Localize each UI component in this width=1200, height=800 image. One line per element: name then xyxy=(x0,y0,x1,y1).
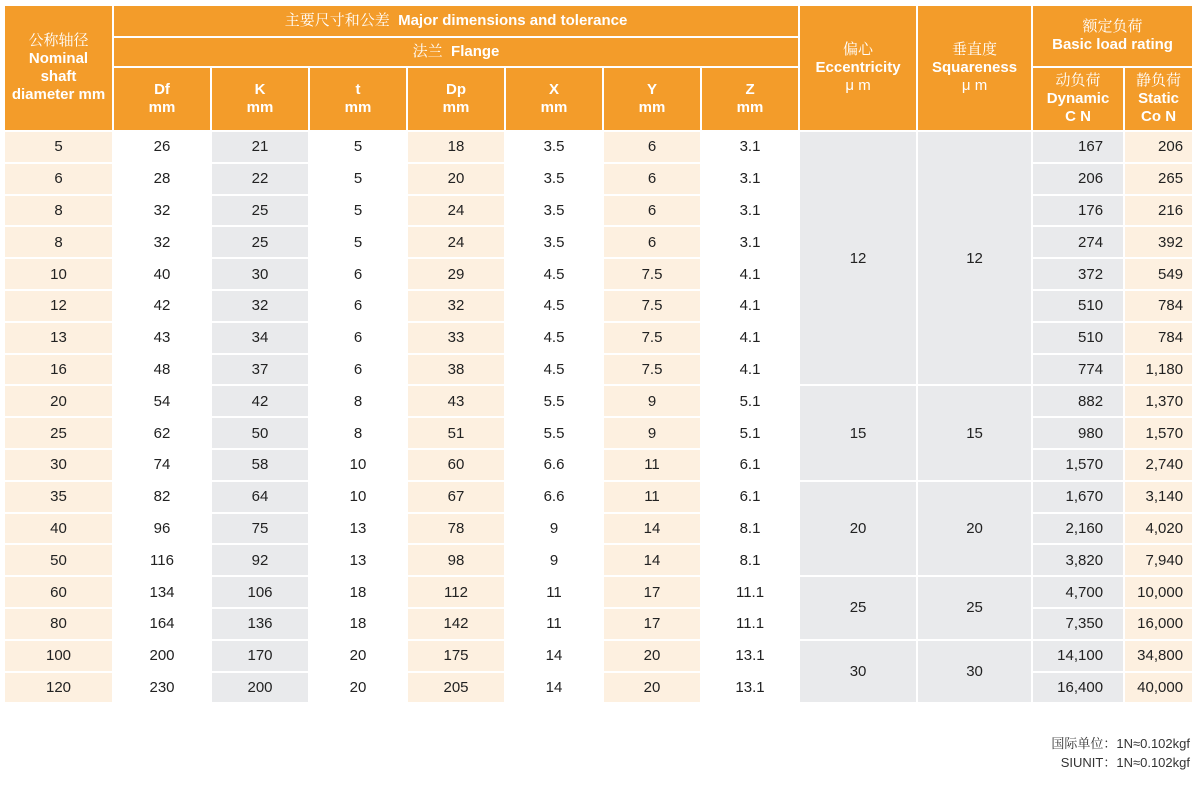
cell-static-load: 784 xyxy=(1125,291,1194,323)
cell-dp: 20 xyxy=(408,164,506,196)
cell-y: 14 xyxy=(604,514,702,546)
cell-nominal-diameter: 5 xyxy=(5,132,114,164)
major-en: Major dimensions and tolerance xyxy=(398,12,628,29)
cell-df: 32 xyxy=(114,196,212,228)
cell-nominal-diameter: 25 xyxy=(5,418,114,450)
cell-t: 8 xyxy=(310,386,408,418)
cell-y: 20 xyxy=(604,641,702,673)
cell-y: 11 xyxy=(604,450,702,482)
cell-static-load: 34,800 xyxy=(1125,641,1194,673)
cell-dynamic-load: 14,100 xyxy=(1033,641,1125,673)
cell-x: 5.5 xyxy=(506,418,604,450)
cell-static-load: 1,370 xyxy=(1125,386,1194,418)
table-row xyxy=(5,577,1194,609)
cell-df: 96 xyxy=(114,514,212,546)
footnote-cn: 国际单位：1N≈0.102kgf xyxy=(1051,736,1190,751)
cell-df: 43 xyxy=(114,323,212,355)
cell-dynamic-load: 7,350 xyxy=(1033,609,1125,641)
cell-static-load: 4,020 xyxy=(1125,514,1194,546)
cell-dp: 60 xyxy=(408,450,506,482)
cell-y: 20 xyxy=(604,673,702,705)
flange-cn: 法兰 xyxy=(412,43,443,60)
cell-dp: 29 xyxy=(408,259,506,291)
load-cn: 额定负荷 xyxy=(1082,18,1143,35)
dim-header-y: Y mm xyxy=(604,68,702,132)
cell-nominal-diameter: 13 xyxy=(5,323,114,355)
cell-z: 8.1 xyxy=(702,514,800,546)
cell-static-load: 7,940 xyxy=(1125,545,1194,577)
cell-x: 6.6 xyxy=(506,482,604,514)
cell-x: 3.5 xyxy=(506,227,604,259)
eccentricity-unit: μ m xyxy=(845,77,871,94)
cell-dynamic-load: 1,570 xyxy=(1033,450,1125,482)
cell-df: 230 xyxy=(114,673,212,705)
cell-t: 20 xyxy=(310,673,408,705)
cell-t: 18 xyxy=(310,609,408,641)
cell-t: 6 xyxy=(310,355,408,387)
nominal-cn: 公称轴径 xyxy=(28,32,89,49)
cell-x: 3.5 xyxy=(506,196,604,228)
dim-header-df: Df mm xyxy=(114,68,212,132)
squareness-header xyxy=(918,6,1033,132)
cell-nominal-diameter: 60 xyxy=(5,577,114,609)
cell-df: 134 xyxy=(114,577,212,609)
cell-df: 74 xyxy=(114,450,212,482)
cell-dp: 24 xyxy=(408,196,506,228)
cell-k: 75 xyxy=(212,514,310,546)
cell-nominal-diameter: 35 xyxy=(5,482,114,514)
cell-t: 6 xyxy=(310,291,408,323)
footnote-en: SIUNIT：1N≈0.102kgf xyxy=(1060,755,1190,770)
dynamic-cn: 动负荷 xyxy=(1055,72,1101,89)
squareness-cn: 垂直度 xyxy=(952,41,998,58)
cell-dp: 18 xyxy=(408,132,506,164)
dim-header-z: Z mm xyxy=(702,68,800,132)
cell-dp: 112 xyxy=(408,577,506,609)
cell-z: 8.1 xyxy=(702,545,800,577)
cell-static-load: 784 xyxy=(1125,323,1194,355)
cell-x: 14 xyxy=(506,641,604,673)
eccentricity-header xyxy=(800,6,918,132)
cell-squareness: 25 xyxy=(918,577,1033,641)
cell-df: 116 xyxy=(114,545,212,577)
cell-k: 136 xyxy=(212,609,310,641)
cell-t: 5 xyxy=(310,227,408,259)
cell-dynamic-load: 206 xyxy=(1033,164,1125,196)
load-rating-header xyxy=(1033,6,1194,68)
cell-df: 62 xyxy=(114,418,212,450)
cell-z: 4.1 xyxy=(702,291,800,323)
eccentricity-en: Eccentricity xyxy=(815,59,901,76)
flange-header xyxy=(114,38,800,68)
cell-z: 3.1 xyxy=(702,227,800,259)
cell-k: 25 xyxy=(212,196,310,228)
cell-y: 7.5 xyxy=(604,355,702,387)
cell-dynamic-load: 176 xyxy=(1033,196,1125,228)
major-dimensions-header xyxy=(114,6,800,38)
cell-nominal-diameter: 10 xyxy=(5,259,114,291)
dim-header-x: X mm xyxy=(506,68,604,132)
cell-y: 9 xyxy=(604,418,702,450)
cell-df: 164 xyxy=(114,609,212,641)
cell-nominal-diameter: 20 xyxy=(5,386,114,418)
dynamic-en: Dynamic xyxy=(1046,90,1110,107)
cell-y: 17 xyxy=(604,609,702,641)
cell-dynamic-load: 882 xyxy=(1033,386,1125,418)
spec-table xyxy=(5,6,1194,704)
cell-dynamic-load: 2,160 xyxy=(1033,514,1125,546)
cell-dynamic-load: 510 xyxy=(1033,291,1125,323)
cell-x: 5.5 xyxy=(506,386,604,418)
cell-df: 82 xyxy=(114,482,212,514)
cell-dp: 33 xyxy=(408,323,506,355)
cell-z: 3.1 xyxy=(702,132,800,164)
cell-k: 37 xyxy=(212,355,310,387)
cell-k: 25 xyxy=(212,227,310,259)
cell-k: 22 xyxy=(212,164,310,196)
cell-static-load: 216 xyxy=(1125,196,1194,228)
cell-eccentricity: 25 xyxy=(800,577,918,641)
cell-x: 4.5 xyxy=(506,291,604,323)
cell-squareness: 15 xyxy=(918,386,1033,481)
cell-static-load: 2,740 xyxy=(1125,450,1194,482)
cell-z: 4.1 xyxy=(702,323,800,355)
cell-t: 13 xyxy=(310,545,408,577)
flange-en: Flange xyxy=(451,43,500,60)
cell-t: 6 xyxy=(310,259,408,291)
cell-eccentricity: 30 xyxy=(800,641,918,705)
cell-nominal-diameter: 8 xyxy=(5,196,114,228)
cell-y: 11 xyxy=(604,482,702,514)
cell-dynamic-load: 980 xyxy=(1033,418,1125,450)
cell-t: 6 xyxy=(310,323,408,355)
cell-static-load: 265 xyxy=(1125,164,1194,196)
cell-dynamic-load: 3,820 xyxy=(1033,545,1125,577)
cell-t: 18 xyxy=(310,577,408,609)
cell-eccentricity: 12 xyxy=(800,132,918,386)
cell-z: 13.1 xyxy=(702,673,800,705)
cell-k: 64 xyxy=(212,482,310,514)
cell-t: 8 xyxy=(310,418,408,450)
cell-dynamic-load: 4,700 xyxy=(1033,577,1125,609)
cell-dp: 32 xyxy=(408,291,506,323)
cell-dp: 67 xyxy=(408,482,506,514)
cell-dp: 51 xyxy=(408,418,506,450)
cell-k: 106 xyxy=(212,577,310,609)
cell-dp: 142 xyxy=(408,609,506,641)
dim-header-t: t mm xyxy=(310,68,408,132)
cell-y: 17 xyxy=(604,577,702,609)
cell-df: 42 xyxy=(114,291,212,323)
cell-z: 11.1 xyxy=(702,577,800,609)
squareness-unit: μ m xyxy=(961,77,988,94)
cell-static-load: 10,000 xyxy=(1125,577,1194,609)
cell-z: 5.1 xyxy=(702,418,800,450)
cell-dp: 205 xyxy=(408,673,506,705)
cell-z: 3.1 xyxy=(702,164,800,196)
cell-nominal-diameter: 12 xyxy=(5,291,114,323)
cell-k: 92 xyxy=(212,545,310,577)
static-cn: 静负荷 xyxy=(1136,72,1182,89)
eccentricity-cn: 偏心 xyxy=(843,41,874,58)
cell-z: 6.1 xyxy=(702,450,800,482)
static-unit: Co N xyxy=(1141,108,1177,125)
cell-t: 5 xyxy=(310,164,408,196)
cell-z: 4.1 xyxy=(702,259,800,291)
cell-dp: 43 xyxy=(408,386,506,418)
cell-t: 10 xyxy=(310,450,408,482)
squareness-en: Squareness xyxy=(932,59,1018,76)
cell-df: 40 xyxy=(114,259,212,291)
static-en: Static xyxy=(1138,90,1179,107)
cell-x: 11 xyxy=(506,577,604,609)
nominal-en: Nominal shaft diameter mm xyxy=(11,50,106,103)
table-body xyxy=(5,132,1194,704)
cell-static-load: 549 xyxy=(1125,259,1194,291)
cell-dp: 38 xyxy=(408,355,506,387)
major-cn: 主要尺寸和公差 xyxy=(284,12,390,29)
cell-y: 7.5 xyxy=(604,323,702,355)
cell-x: 4.5 xyxy=(506,323,604,355)
cell-eccentricity: 20 xyxy=(800,482,918,577)
cell-z: 4.1 xyxy=(702,355,800,387)
cell-y: 6 xyxy=(604,227,702,259)
cell-dp: 24 xyxy=(408,227,506,259)
cell-df: 26 xyxy=(114,132,212,164)
cell-nominal-diameter: 40 xyxy=(5,514,114,546)
static-load-header xyxy=(1125,68,1194,132)
cell-dynamic-load: 16,400 xyxy=(1033,673,1125,705)
cell-nominal-diameter: 120 xyxy=(5,673,114,705)
cell-static-load: 392 xyxy=(1125,227,1194,259)
table-row xyxy=(5,386,1194,418)
cell-y: 14 xyxy=(604,545,702,577)
cell-x: 14 xyxy=(506,673,604,705)
cell-t: 5 xyxy=(310,132,408,164)
cell-static-load: 1,570 xyxy=(1125,418,1194,450)
dim-header-k: K mm xyxy=(212,68,310,132)
cell-df: 32 xyxy=(114,227,212,259)
cell-df: 200 xyxy=(114,641,212,673)
cell-k: 34 xyxy=(212,323,310,355)
table-row xyxy=(5,132,1194,164)
cell-static-load: 40,000 xyxy=(1125,673,1194,705)
cell-nominal-diameter: 30 xyxy=(5,450,114,482)
cell-k: 170 xyxy=(212,641,310,673)
cell-x: 3.5 xyxy=(506,132,604,164)
cell-nominal-diameter: 80 xyxy=(5,609,114,641)
cell-y: 9 xyxy=(604,386,702,418)
dim-header-dp: Dp mm xyxy=(408,68,506,132)
cell-y: 6 xyxy=(604,196,702,228)
cell-nominal-diameter: 50 xyxy=(5,545,114,577)
cell-x: 6.6 xyxy=(506,450,604,482)
cell-static-load: 16,000 xyxy=(1125,609,1194,641)
cell-z: 11.1 xyxy=(702,609,800,641)
cell-z: 13.1 xyxy=(702,641,800,673)
cell-dynamic-load: 372 xyxy=(1033,259,1125,291)
cell-squareness: 30 xyxy=(918,641,1033,705)
cell-squareness: 20 xyxy=(918,482,1033,577)
cell-x: 4.5 xyxy=(506,355,604,387)
cell-df: 28 xyxy=(114,164,212,196)
cell-x: 9 xyxy=(506,545,604,577)
cell-x: 4.5 xyxy=(506,259,604,291)
cell-nominal-diameter: 100 xyxy=(5,641,114,673)
cell-z: 6.1 xyxy=(702,482,800,514)
cell-k: 200 xyxy=(212,673,310,705)
cell-dp: 98 xyxy=(408,545,506,577)
cell-z: 3.1 xyxy=(702,196,800,228)
cell-t: 20 xyxy=(310,641,408,673)
cell-dynamic-load: 274 xyxy=(1033,227,1125,259)
cell-eccentricity: 15 xyxy=(800,386,918,481)
cell-x: 9 xyxy=(506,514,604,546)
cell-k: 21 xyxy=(212,132,310,164)
cell-y: 6 xyxy=(604,132,702,164)
nominal-diameter-header xyxy=(5,6,114,132)
cell-dp: 78 xyxy=(408,514,506,546)
cell-x: 3.5 xyxy=(506,164,604,196)
cell-static-load: 3,140 xyxy=(1125,482,1194,514)
cell-t: 10 xyxy=(310,482,408,514)
table-row xyxy=(5,641,1194,673)
cell-k: 32 xyxy=(212,291,310,323)
cell-t: 5 xyxy=(310,196,408,228)
cell-static-load: 206 xyxy=(1125,132,1194,164)
cell-squareness: 12 xyxy=(918,132,1033,386)
cell-y: 6 xyxy=(604,164,702,196)
dynamic-unit: C N xyxy=(1065,108,1091,125)
cell-y: 7.5 xyxy=(604,259,702,291)
cell-dp: 175 xyxy=(408,641,506,673)
cell-df: 54 xyxy=(114,386,212,418)
cell-k: 30 xyxy=(212,259,310,291)
cell-y: 7.5 xyxy=(604,291,702,323)
cell-nominal-diameter: 6 xyxy=(5,164,114,196)
cell-z: 5.1 xyxy=(702,386,800,418)
cell-k: 58 xyxy=(212,450,310,482)
cell-dynamic-load: 510 xyxy=(1033,323,1125,355)
cell-static-load: 1,180 xyxy=(1125,355,1194,387)
cell-nominal-diameter: 8 xyxy=(5,227,114,259)
cell-nominal-diameter: 16 xyxy=(5,355,114,387)
cell-dynamic-load: 167 xyxy=(1033,132,1125,164)
cell-df: 48 xyxy=(114,355,212,387)
cell-k: 42 xyxy=(212,386,310,418)
cell-x: 11 xyxy=(506,609,604,641)
table-row xyxy=(5,482,1194,514)
cell-k: 50 xyxy=(212,418,310,450)
cell-dynamic-load: 1,670 xyxy=(1033,482,1125,514)
cell-dynamic-load: 774 xyxy=(1033,355,1125,387)
cell-t: 13 xyxy=(310,514,408,546)
load-en: Basic load rating xyxy=(1052,36,1173,53)
dynamic-load-header xyxy=(1033,68,1125,132)
